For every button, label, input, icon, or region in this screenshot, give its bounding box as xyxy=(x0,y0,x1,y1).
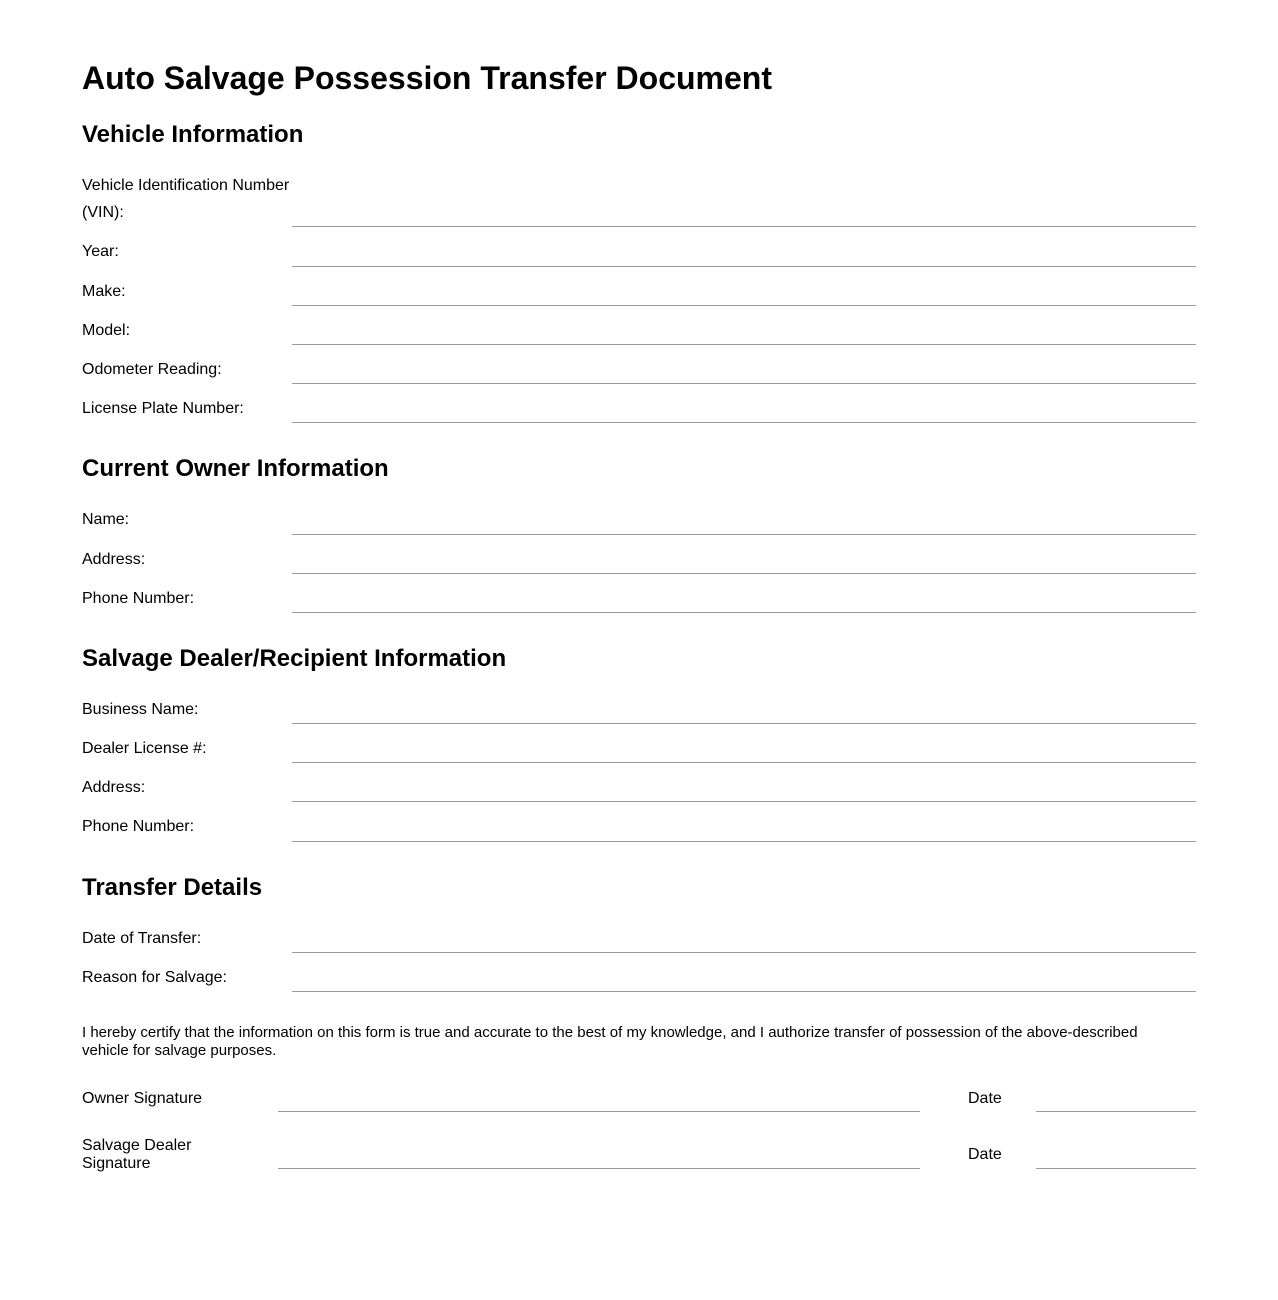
input-line-vin[interactable] xyxy=(292,226,1196,227)
field-label-model: Model: xyxy=(82,322,131,339)
dealer-signature-line[interactable] xyxy=(278,1168,920,1169)
section-heading-vehicle: Vehicle Information xyxy=(82,121,304,148)
section-heading-dealer: Salvage Dealer/Recipient Information xyxy=(82,645,507,672)
field-label-year: Year: xyxy=(82,243,119,260)
field-label-license-plate: License Plate Number: xyxy=(82,400,244,417)
field-label-salvage-reason: Reason for Salvage: xyxy=(82,969,227,986)
input-line-year[interactable] xyxy=(292,266,1196,267)
section-heading-owner: Current Owner Information xyxy=(82,455,389,482)
field-label-dealer-phone: Phone Number: xyxy=(82,818,195,835)
input-line-dealer-address[interactable] xyxy=(292,801,1196,802)
input-line-owner-phone[interactable] xyxy=(292,612,1196,613)
dealer-signature-label: Salvage Dealer Signature xyxy=(82,1137,192,1172)
input-line-dealer-business-name[interactable] xyxy=(292,723,1196,724)
input-line-odometer[interactable] xyxy=(292,383,1196,384)
field-label-owner-address: Address: xyxy=(82,551,146,568)
owner-signature-label: Owner Signature xyxy=(82,1090,203,1107)
input-line-model[interactable] xyxy=(292,344,1196,345)
field-label-dealer-license: Dealer License #: xyxy=(82,740,207,757)
field-label-transfer-date: Date of Transfer: xyxy=(82,930,202,947)
input-line-license-plate[interactable] xyxy=(292,422,1196,423)
dealer-date-label: Date xyxy=(968,1146,1002,1163)
input-line-make[interactable] xyxy=(292,305,1196,306)
owner-date-line[interactable] xyxy=(1036,1111,1196,1112)
input-line-owner-name[interactable] xyxy=(292,534,1196,535)
field-label-odometer: Odometer Reading: xyxy=(82,361,222,378)
owner-date-label: Date xyxy=(968,1090,1002,1107)
input-line-owner-address[interactable] xyxy=(292,573,1196,574)
document-title: Auto Salvage Possession Transfer Document xyxy=(82,60,772,96)
input-line-dealer-phone[interactable] xyxy=(292,841,1196,842)
owner-signature-line[interactable] xyxy=(278,1111,920,1112)
input-line-transfer-date[interactable] xyxy=(292,952,1196,953)
field-label-vin: Vehicle Identification Number (VIN): xyxy=(82,177,290,221)
field-label-dealer-address: Address: xyxy=(82,779,146,796)
field-label-owner-phone: Phone Number: xyxy=(82,590,195,607)
section-heading-transfer: Transfer Details xyxy=(82,874,263,901)
dealer-date-line[interactable] xyxy=(1036,1168,1196,1169)
input-line-salvage-reason[interactable] xyxy=(292,991,1196,992)
field-label-make: Make: xyxy=(82,283,126,300)
input-line-dealer-license[interactable] xyxy=(292,762,1196,763)
certification-statement: I hereby certify that the information on this form is true and accurate to the best of my knowledge, and I authorize transfer of possession of the above-described vehicle for salvage purposes. xyxy=(82,1024,1138,1059)
field-label-dealer-business-name: Business Name: xyxy=(82,701,199,718)
field-label-owner-name: Name: xyxy=(82,511,130,528)
